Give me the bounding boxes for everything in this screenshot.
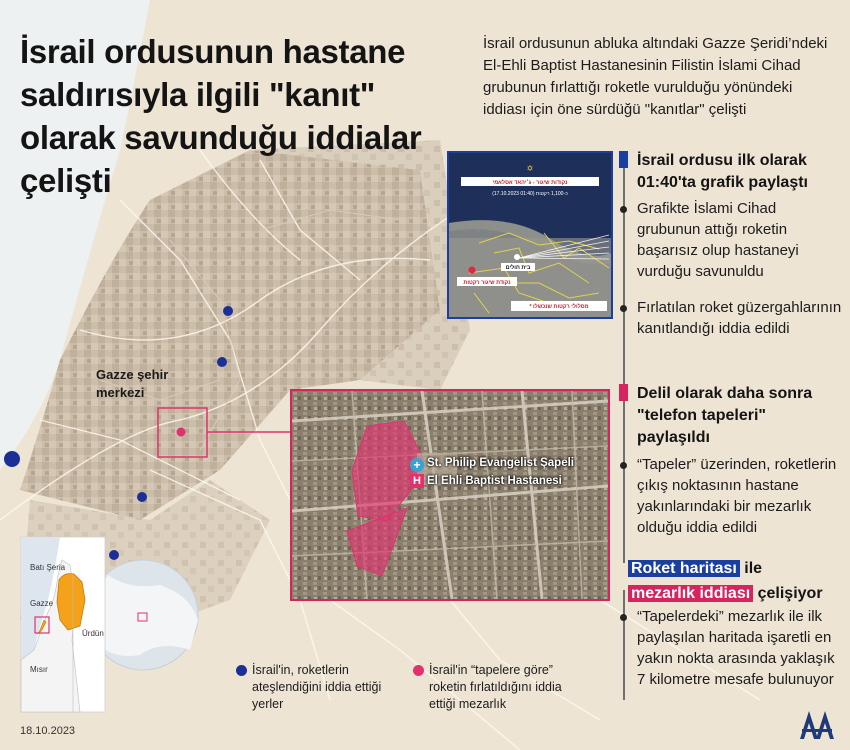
- step1-heading: İsrail ordusu ilk olarak 01:40'ta grafik paylaştı: [637, 152, 808, 191]
- locator-map: [21, 537, 105, 712]
- step1-text1: Grafikte İslami Cihad grubunun attığı roketin başarısız olup hastaneyi vurduğu savunuldu: [637, 200, 799, 280]
- page-title: İsrail ordusunun hastane saldırısıyla ilgili "kanıt" olarak savunduğu iddialar çelişti: [20, 33, 422, 199]
- launch-point-marker: [109, 550, 119, 560]
- hospital-satellite-inset: [290, 389, 610, 601]
- step3-mid: ile: [739, 560, 763, 577]
- launch-point-marker: [223, 306, 233, 316]
- launch-point-marker: [137, 492, 147, 502]
- legend-blue-text: İsrail'in, roketlerin ateşlendiğini iddia ettiği yerler: [252, 663, 382, 711]
- inset1-bottom-label: * מסלולי רקטות שנכשלו: [529, 304, 589, 310]
- step3-end: çelişiyor: [753, 585, 823, 602]
- chapel-label: St. Philip Evangelist Şapeli: [427, 457, 574, 469]
- aa-logo-icon: [796, 707, 840, 741]
- timeline-line: [623, 168, 625, 388]
- bullet-dot-icon: [620, 305, 627, 312]
- west-bank-shape: [57, 574, 85, 630]
- inset1-caption-top: נקודות שיגור - ג׳יהאד אסלאמי: [492, 180, 568, 186]
- square-marker-icon: [619, 384, 628, 401]
- launch-point-marker: [217, 357, 227, 367]
- cemetery-marker: [177, 428, 186, 437]
- idf-logo-icon: ✡: [526, 164, 534, 173]
- bullet-dot-icon: [620, 614, 627, 621]
- step2-text: “Tapeler” üzerinden, roketlerin çıkış noktasının hastane yakınlarındaki bir mezarlık olduğu iddia edildi: [637, 456, 837, 536]
- step1-text2: Fırlatılan roket güzergahlarının kanıtlandığı iddia edildi: [637, 299, 842, 337]
- square-marker-icon: [619, 151, 628, 168]
- inset1-hospital-label: בית חולים: [505, 265, 531, 271]
- label-west-bank: Batı Şeria: [30, 563, 66, 572]
- hospital-h-icon: H: [410, 474, 424, 488]
- israeli-army-graphic-inset: [447, 151, 613, 319]
- step3-heading: [628, 556, 848, 606]
- timeline-line: [623, 590, 625, 700]
- legend-pink-text: İsrail'in “tapelere göre” roketin fırlatıldığını iddia ettiği mezarlık: [429, 663, 562, 711]
- inset1-caption-mid: כ-1,100 רקטות (01:40 17.10.2023): [492, 191, 568, 197]
- label-gaza: Gazze: [30, 599, 54, 608]
- bullet-dot-icon: [620, 462, 627, 469]
- cemetery-claim-highlight: mezarlık iddiası: [628, 585, 753, 602]
- step3-text: “Tapelerdeki” mezarlık ile ilk paylaşılan haritada işaretli en yakın nokta arasında yaklaşık 7 kilometre mesafe bulunuyor: [637, 608, 835, 688]
- date-label: 18.10.2023: [20, 725, 76, 737]
- legend-pink-dot: [413, 665, 424, 676]
- timeline-line: [623, 398, 625, 563]
- inset1-launch-label: נקודת שיגור רקטות: [463, 280, 511, 286]
- cross-icon: +: [410, 458, 424, 472]
- launch-point: [469, 267, 476, 274]
- step2-heading: Delil olarak daha sonra "telefon tapeleri" paylaşıldı: [637, 385, 813, 446]
- label-egypt: Mısır: [30, 665, 48, 674]
- hospital-label: El Ehli Baptist Hastanesi: [427, 475, 562, 487]
- label-jordan: Ürdün: [82, 629, 104, 638]
- hospital-point: [514, 254, 520, 260]
- city-center-label: Gazze şehir merkezi: [96, 367, 169, 400]
- launch-point-marker: [4, 451, 20, 467]
- legend-blue-dot: [236, 665, 247, 676]
- rocket-map-highlight: Roket haritası: [628, 560, 740, 577]
- intro-text: İsrail ordusunun abluka altındaki Gazze Şeridi’ndeki El-Ehli Baptist Hastanesinin Filistin İslami Cihad grubunun fırlattığı roketle vurulduğu yönündeki iddiası için öne sürdüğü "kanıtlar" çelişti: [483, 35, 828, 118]
- bullet-dot-icon: [620, 206, 627, 213]
